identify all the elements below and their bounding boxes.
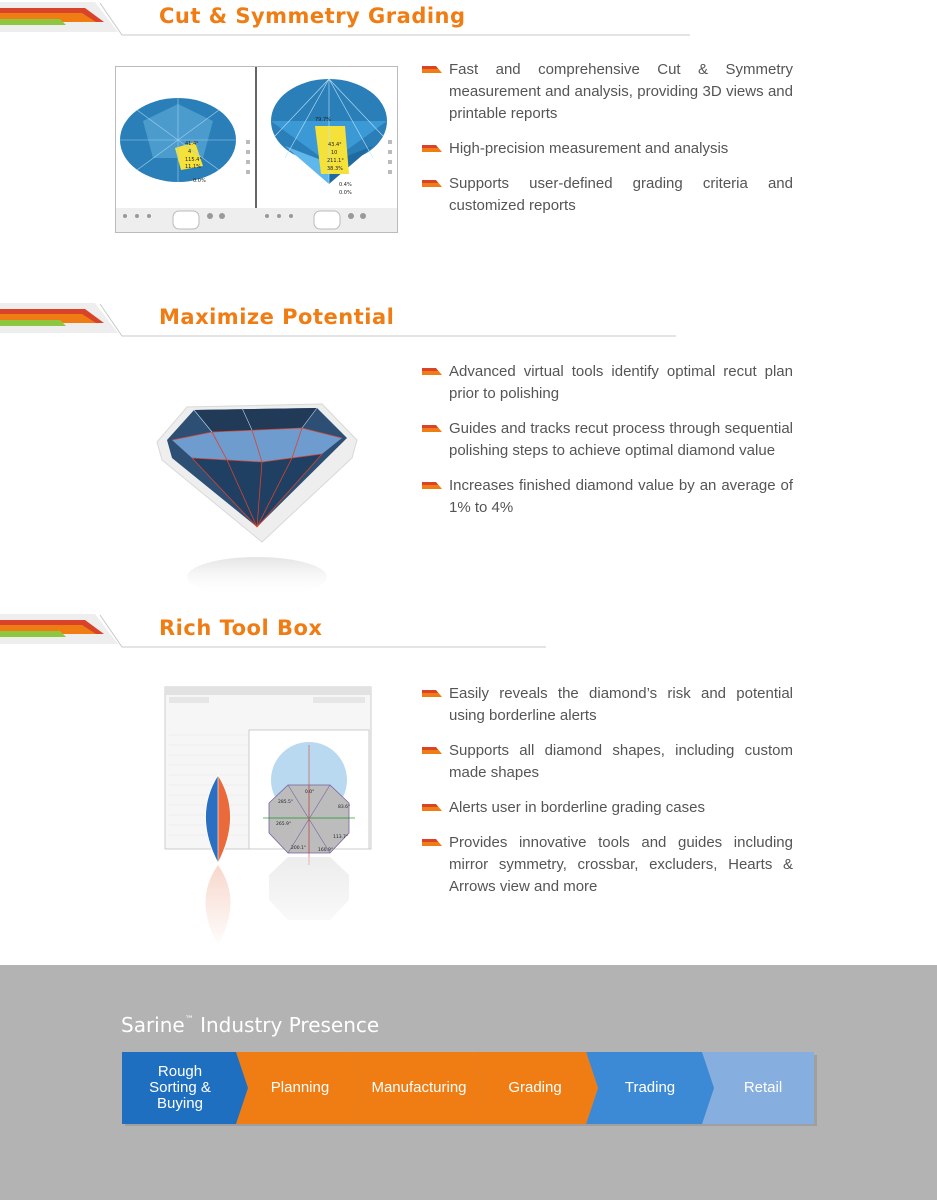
tool-label-2: 285.5° (278, 800, 294, 805)
industry-presence-footer (0, 965, 937, 1200)
left-label-3: 115.4° (185, 157, 202, 163)
stage-planning: Planning (270, 1079, 330, 1096)
bullet-text: Advanced virtual tools identify optimal recut plan prior to polishing (449, 363, 793, 402)
cut-symmetry-screenshot (115, 66, 398, 233)
bullet-text: Supports user-defined grading criteria and customized reports (449, 175, 793, 214)
industry-chain (122, 1052, 817, 1126)
bullet-item (422, 475, 793, 519)
stage-retail: Retail (743, 1079, 783, 1096)
tool-box-screenshot (163, 685, 373, 950)
right-label-6: 0.4% (339, 182, 352, 188)
header-stripe-graphic (0, 0, 937, 40)
stage-grading: Grading (508, 1079, 562, 1096)
footer-title (121, 1013, 379, 1037)
section-header-cut-symmetry (0, 0, 937, 40)
section-title: Maximize Potential (159, 305, 395, 329)
right-label-5: 38.3% (327, 166, 343, 172)
right-label-7: 0.0% (339, 190, 352, 196)
bullet-icon (422, 690, 442, 697)
bullet-item (422, 797, 793, 819)
right-label-4: 211.1° (327, 158, 344, 164)
bullet-text: Supports all diamond shapes, including custom made shapes (449, 742, 793, 781)
section-title: Rich Tool Box (159, 616, 323, 640)
section-title: Cut & Symmetry Grading (159, 4, 466, 28)
bullet-text: Guides and tracks recut process through sequential polishing steps to achieve optimal diamond value (449, 420, 793, 459)
bullet-text: High-precision measurement and analysis (449, 140, 729, 157)
bullet-icon (422, 839, 442, 846)
trademark-symbol: ™ (184, 1015, 194, 1025)
bullet-icon (422, 747, 442, 754)
bullet-text: Fast and comprehensive Cut & Symmetry measurement and analysis, providing 3D views and printable reports (449, 61, 793, 122)
header-stripe-graphic (0, 612, 937, 652)
tool-label-4: 265.9° (276, 822, 292, 827)
bullet-item (422, 418, 793, 462)
bullet-icon (422, 180, 442, 187)
stage-rough-sorting-buying: Rough Sorting & Buying (149, 1063, 211, 1112)
recut-diamond-illustration (152, 392, 362, 602)
right-label-1: 79.7% (315, 117, 331, 123)
bullet-icon (422, 482, 442, 489)
section-header-maximize-potential (0, 301, 937, 341)
bullet-item (422, 361, 793, 405)
bullet-icon (422, 66, 442, 73)
maximize-potential-bullets (422, 361, 793, 532)
bullet-icon (422, 425, 442, 432)
bullet-item (422, 740, 793, 784)
tool-label-5: 113.7° (333, 835, 349, 840)
right-label-3: 10 (331, 150, 338, 156)
right-label-2: 43.4° (328, 142, 342, 148)
stage-trading: Trading (624, 1079, 676, 1096)
left-label-1: 41.4° (185, 141, 199, 147)
bullet-text: Alerts user in borderline grading cases (449, 799, 705, 816)
tool-label-3: 83.6° (338, 805, 351, 810)
header-stripe-graphic (0, 301, 937, 341)
tool-label-7: 160.9° (318, 848, 334, 853)
bullet-icon (422, 804, 442, 811)
bullet-item (422, 173, 793, 217)
bullet-text: Increases finished diamond value by an average of 1% to 4% (449, 477, 793, 516)
tool-label-1: 0.0° (305, 790, 315, 795)
tool-label-6: 200.1° (291, 846, 307, 851)
left-label-2: 4 (188, 149, 192, 155)
bullet-text: Provides innovative tools and guides including mirror symmetry, crossbar, excluders, Hearts & Arrows view and more (449, 834, 793, 895)
section-header-rich-tool-box (0, 612, 937, 652)
left-label-5: 0.0% (193, 178, 206, 184)
bullet-item (422, 683, 793, 727)
bullet-icon (422, 368, 442, 375)
stage-manufacturing: Manufacturing (371, 1079, 467, 1096)
bullet-item (422, 59, 793, 125)
rich-tool-box-bullets (422, 683, 793, 911)
bullet-item (422, 138, 793, 160)
left-label-4: 11.1% (185, 164, 201, 170)
bullet-item (422, 832, 793, 898)
bullet-icon (422, 145, 442, 152)
brand-name: Sarine (121, 1013, 185, 1037)
cut-symmetry-bullets (422, 59, 793, 230)
footer-title-suffix: Industry Presence (193, 1013, 380, 1037)
bullet-text: Easily reveals the diamond’s risk and potential using borderline alerts (449, 685, 793, 724)
